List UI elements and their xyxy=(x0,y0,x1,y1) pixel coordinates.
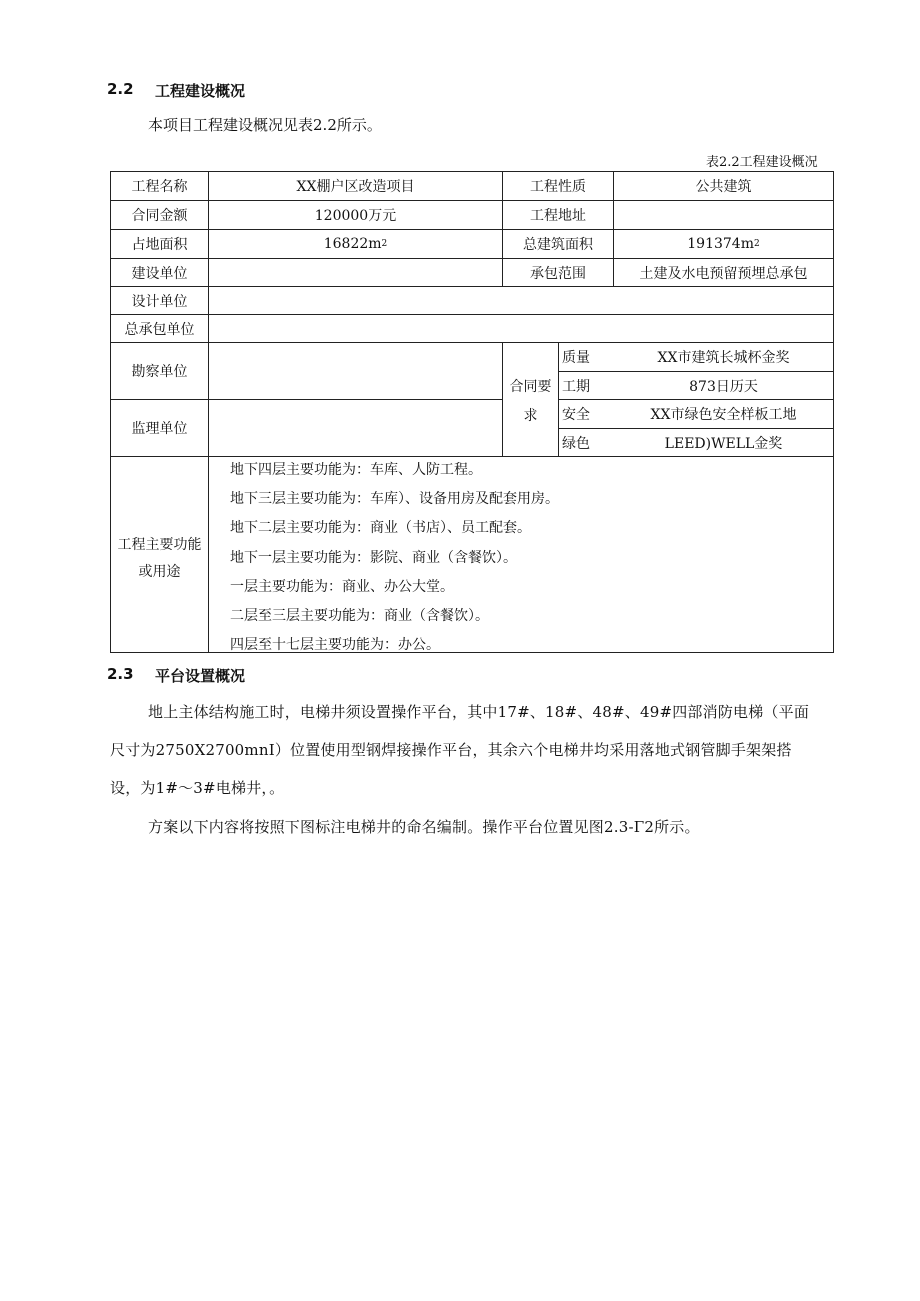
land-area-label: 占地面积 xyxy=(131,237,188,253)
section-2-3-number: 2.3 xyxy=(107,665,134,683)
green-label: 绿色 xyxy=(562,435,590,452)
paragraph-line: 地上主体结构施工时，电梯井须设置操作平台，其中17#、18#、48#、49#四部消防电梯（平面 xyxy=(148,703,810,721)
design-unit-value xyxy=(209,287,832,314)
total-floor-area-value: 191374m 2 xyxy=(687,236,760,252)
main-functions-label-line2: 或用途 xyxy=(138,564,181,580)
land-area-number: 16822m xyxy=(323,236,382,252)
construction-unit-value xyxy=(209,259,502,286)
duration-value: 873日历天 xyxy=(689,378,758,395)
safety-value: XX市绿色安全样板工地 xyxy=(650,407,797,423)
contract-requirements-label-line1: 合同要 xyxy=(509,379,552,395)
table-caption: 表2.2工程建设概况 xyxy=(706,155,818,170)
total-floor-area-label: 总建筑面积 xyxy=(523,237,593,253)
total-floor-area-number: 191374m xyxy=(687,236,754,252)
safety-label: 安全 xyxy=(562,407,590,423)
contract-scope-value: 土建及水电预留预埋总承包 xyxy=(639,265,808,282)
project-address-label: 工程地址 xyxy=(530,208,586,224)
paragraph-line: 尺寸为2750X2700mnI）位置使用型钢焊接操作平台，其余六个电梯井均采用落地式钢管脚手架架搭 xyxy=(110,741,792,759)
duration-label: 工期 xyxy=(562,378,590,395)
main-functions-label-line1: 工程主要功能 xyxy=(117,537,202,553)
function-line: 一层主要功能为：商业、办公大堂。 xyxy=(230,579,454,595)
project-address-value xyxy=(614,201,833,229)
function-line: 地下二层主要功能为：商业（书店）、员工配套。 xyxy=(230,520,531,536)
function-line: 地下四层主要功能为：车库、人防工程。 xyxy=(230,462,482,478)
land-area-value: 16822m 2 xyxy=(323,236,388,252)
quality-value: XX市建筑长城杯金奖 xyxy=(657,350,790,366)
contract-amount-label: 合同金额 xyxy=(131,208,188,224)
section-2-3-title: 平台设置概况 xyxy=(155,667,246,685)
general-contractor-label: 总承包单位 xyxy=(124,321,195,338)
design-unit-label: 设计单位 xyxy=(131,293,188,310)
function-line: 地下一层主要功能为：影院、商业（含餐饮）。 xyxy=(230,550,517,566)
survey-unit-label: 勘察单位 xyxy=(131,364,188,380)
supervision-unit-label: 监理单位 xyxy=(131,421,188,437)
construction-unit-label: 建设单位 xyxy=(131,265,188,282)
section-2-3-para2: 方案以下内容将按照下图标注电梯井的命名编制。操作平台位置见图2.3-Γ2所示。 xyxy=(148,818,700,836)
survey-unit-value xyxy=(209,343,502,399)
main-functions-label xyxy=(111,457,208,652)
green-value: LEED)WELL金奖 xyxy=(664,435,783,452)
project-nature-value: 公共建筑 xyxy=(695,179,752,195)
project-name-value: XX棚户区改造项目 xyxy=(296,179,415,195)
function-line: 地下三层主要功能为：车库）、设备用房及配套用房。 xyxy=(230,491,559,507)
quality-label: 质量 xyxy=(562,350,590,366)
general-contractor-value xyxy=(209,315,832,342)
contract-scope-label: 承包范围 xyxy=(530,265,586,282)
contract-requirements-label-line2: 求 xyxy=(523,408,538,424)
section-2-2-number: 2.2 xyxy=(107,80,134,98)
section-2-2-title: 工程建设概况 xyxy=(155,82,246,100)
project-name-label: 工程名称 xyxy=(131,179,188,195)
function-line: 四层至十七层主要功能为：办公。 xyxy=(230,637,440,653)
section-2-2-intro: 本项目工程建设概况见表2.2所示。 xyxy=(148,116,382,134)
function-line: 二层至三层主要功能为：商业（含餐饮）。 xyxy=(230,608,489,624)
paragraph-line: 设，为1#～3#电梯井，。 xyxy=(110,779,285,797)
project-nature-label: 工程性质 xyxy=(530,179,586,195)
supervision-unit-value xyxy=(209,400,502,456)
contract-amount-value: 120000万元 xyxy=(314,208,397,224)
contract-requirements-label xyxy=(503,343,558,456)
